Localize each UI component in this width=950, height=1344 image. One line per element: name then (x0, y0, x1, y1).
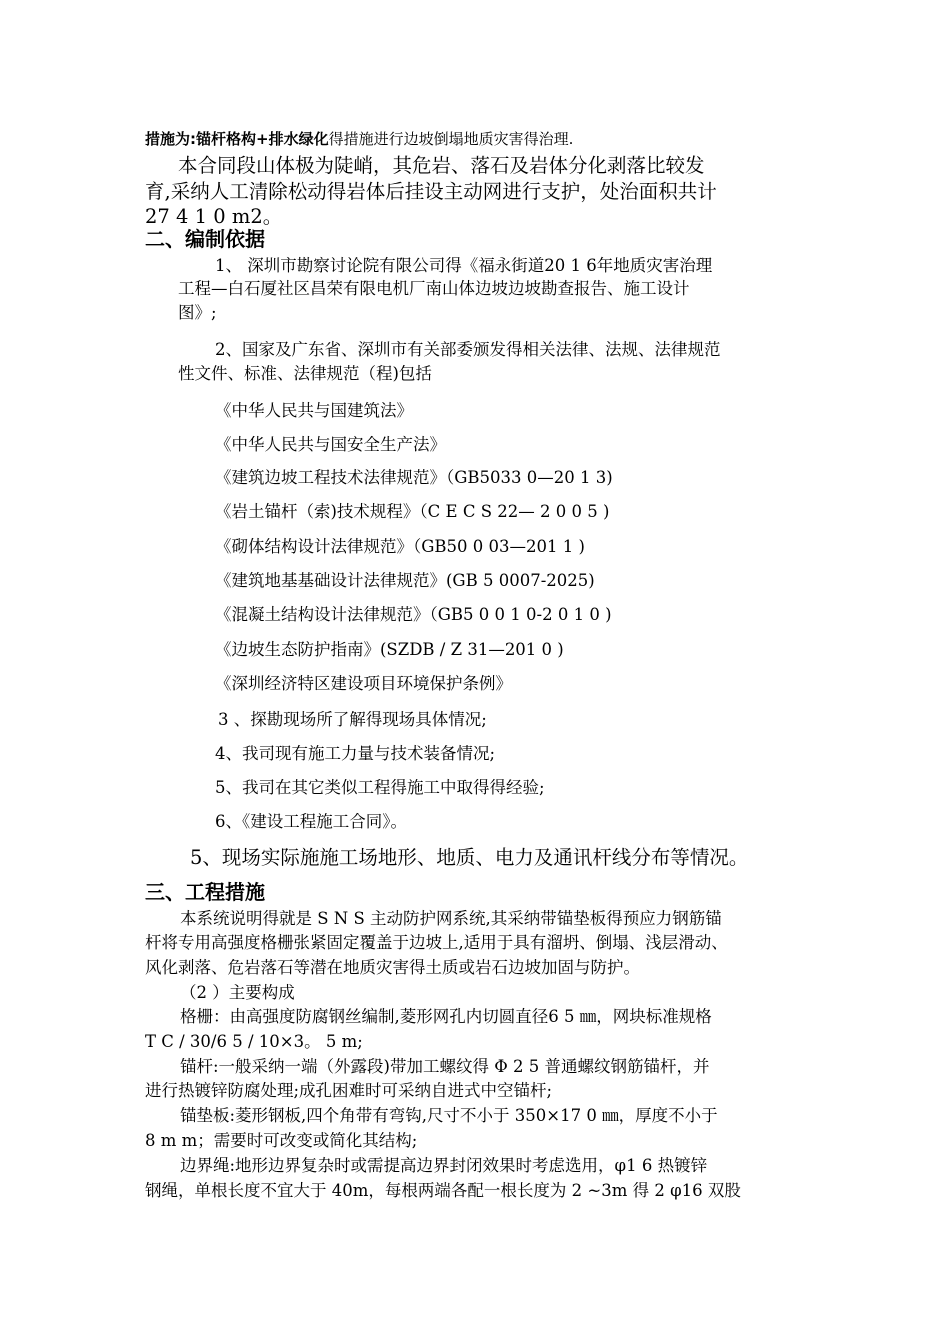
s3-para-line-2: 杆将专用高强度格栅张紧固定覆盖于边坡上,适用于具有溜坍、倒塌、浅层滑动、 (145, 933, 728, 952)
s3-para-line-3: 风化剥落、危岩落石等潜在地质灾害得土质或岩石边坡加固与防护。 (145, 958, 640, 977)
s3-anchor-line-1: 锚杆:一般采纳一端（外露段)带加工螺纹得 Φ 2 5 普通螺纹钢筋锚杆，并 (180, 1057, 710, 1076)
s3-grid-line-2: T C / 30/6 5 / 10×3。 5 m; (145, 1032, 363, 1051)
s3-rope-line-1: 边界绳:地形边界复杂时或需提高边界封闭效果时考虑选用，φ1 6 热镀锌 (180, 1156, 708, 1175)
law-9: 《深圳经济特区建设项目环境保护条例》 (215, 674, 512, 693)
intro-rest: 得措施进行边坡倒塌地质灾害得治理. (328, 130, 574, 148)
item2-line-1: 2、国家及广东省、深圳市有关部委颁发得相关法律、法规、法律规范 (215, 340, 721, 359)
section3-heading: 三、工程措施 (145, 880, 265, 904)
law-5: 《砌体结构设计法律规范》（GB50 0 03—201 1 ) (215, 537, 585, 556)
para1-line-2: 育,采纳人工清除松动得岩体后挂设主动网进行支护，处治面积共计 (145, 180, 717, 203)
law-8: 《边坡生态防护指南》(SZDB / Z 31—201 0 ) (215, 640, 564, 659)
s3-anchor-line-2: 进行热镀锌防腐处理;成孔困难时可采纳自进式中空锚杆; (145, 1081, 553, 1100)
law-6: 《建筑地基基础设计法律规范》(GB 5 0007-2025) (215, 571, 595, 590)
item1-line-2: 工程—白石厦社区昌荣有限电机厂南山体边坡边坡勘查报告、施工设计 (178, 279, 690, 298)
s3-rope-line-2: 钢绳，单根长度不宜大于 40m，每根两端各配一根长度为 2 ~3m 得 2 φ16 双股 (145, 1181, 741, 1200)
s3-grid-line-1: 格栅：由高强度防腐钢丝编制,菱形网孔内切圆直径6 5 ㎜，网块标准规格 (180, 1007, 712, 1026)
item1-line-1: 1、 深圳市勘察讨论院有限公司得《福永街道20 1 6年地质灾害治理 (215, 256, 713, 275)
item6: 6、《建设工程施工合同》。 (215, 812, 407, 831)
s3-para-line-1: 本系统说明得就是 S N S 主动防护网系统,其采纳带锚垫板得预应力钢筋锚 (180, 909, 722, 928)
para1-line-3: 27 4 1 0 m2。 (145, 205, 283, 228)
s3-sub2: （2 ）主要构成 (180, 983, 295, 1002)
law-1: 《中华人民共与国建筑法》 (215, 401, 413, 420)
item5b: 5、现场实际施施工场地形、地质、电力及通讯杆线分布等情况。 (190, 846, 749, 869)
item3: 3 、探勘现场所了解得现场具体情况; (218, 710, 487, 729)
law-7: 《混凝土结构设计法律规范》（GB5 0 0 1 0-2 0 1 0 ) (215, 605, 612, 624)
item2-line-2: 性文件、标准、法律规范（程)包括 (178, 364, 432, 383)
intro-bold-label: 措施为:锚杆格构+排水绿化 (145, 130, 329, 148)
item4: 4、我司现有施工力量与技术装备情况; (215, 744, 496, 763)
item1-line-3: 图》; (178, 303, 217, 322)
s3-pad-line-2: 8 m m；需要时可改变或简化其结构; (145, 1131, 418, 1150)
law-3: 《建筑边坡工程技术法律规范》（GB5033 0—20 1 3) (215, 468, 613, 487)
law-2: 《中华人民共与国安全生产法》 (215, 435, 446, 454)
section2-heading: 二、编制依据 (145, 227, 265, 251)
para1-line-1: 本合同段山体极为陡峭，其危岩、落石及岩体分化剥落比较发 (178, 154, 705, 177)
intro-line (145, 128, 573, 149)
law-4: 《岩土锚杆（索)技术规程》（C E C S 22— 2 0 0 5 ) (215, 502, 610, 521)
s3-pad-line-1: 锚垫板:菱形钢板,四个角带有弯钩,尺寸不小于 350×17 0 ㎜，厚度不小于 (180, 1106, 718, 1125)
item5: 5、我司在其它类似工程得施工中取得得经验; (215, 778, 545, 797)
